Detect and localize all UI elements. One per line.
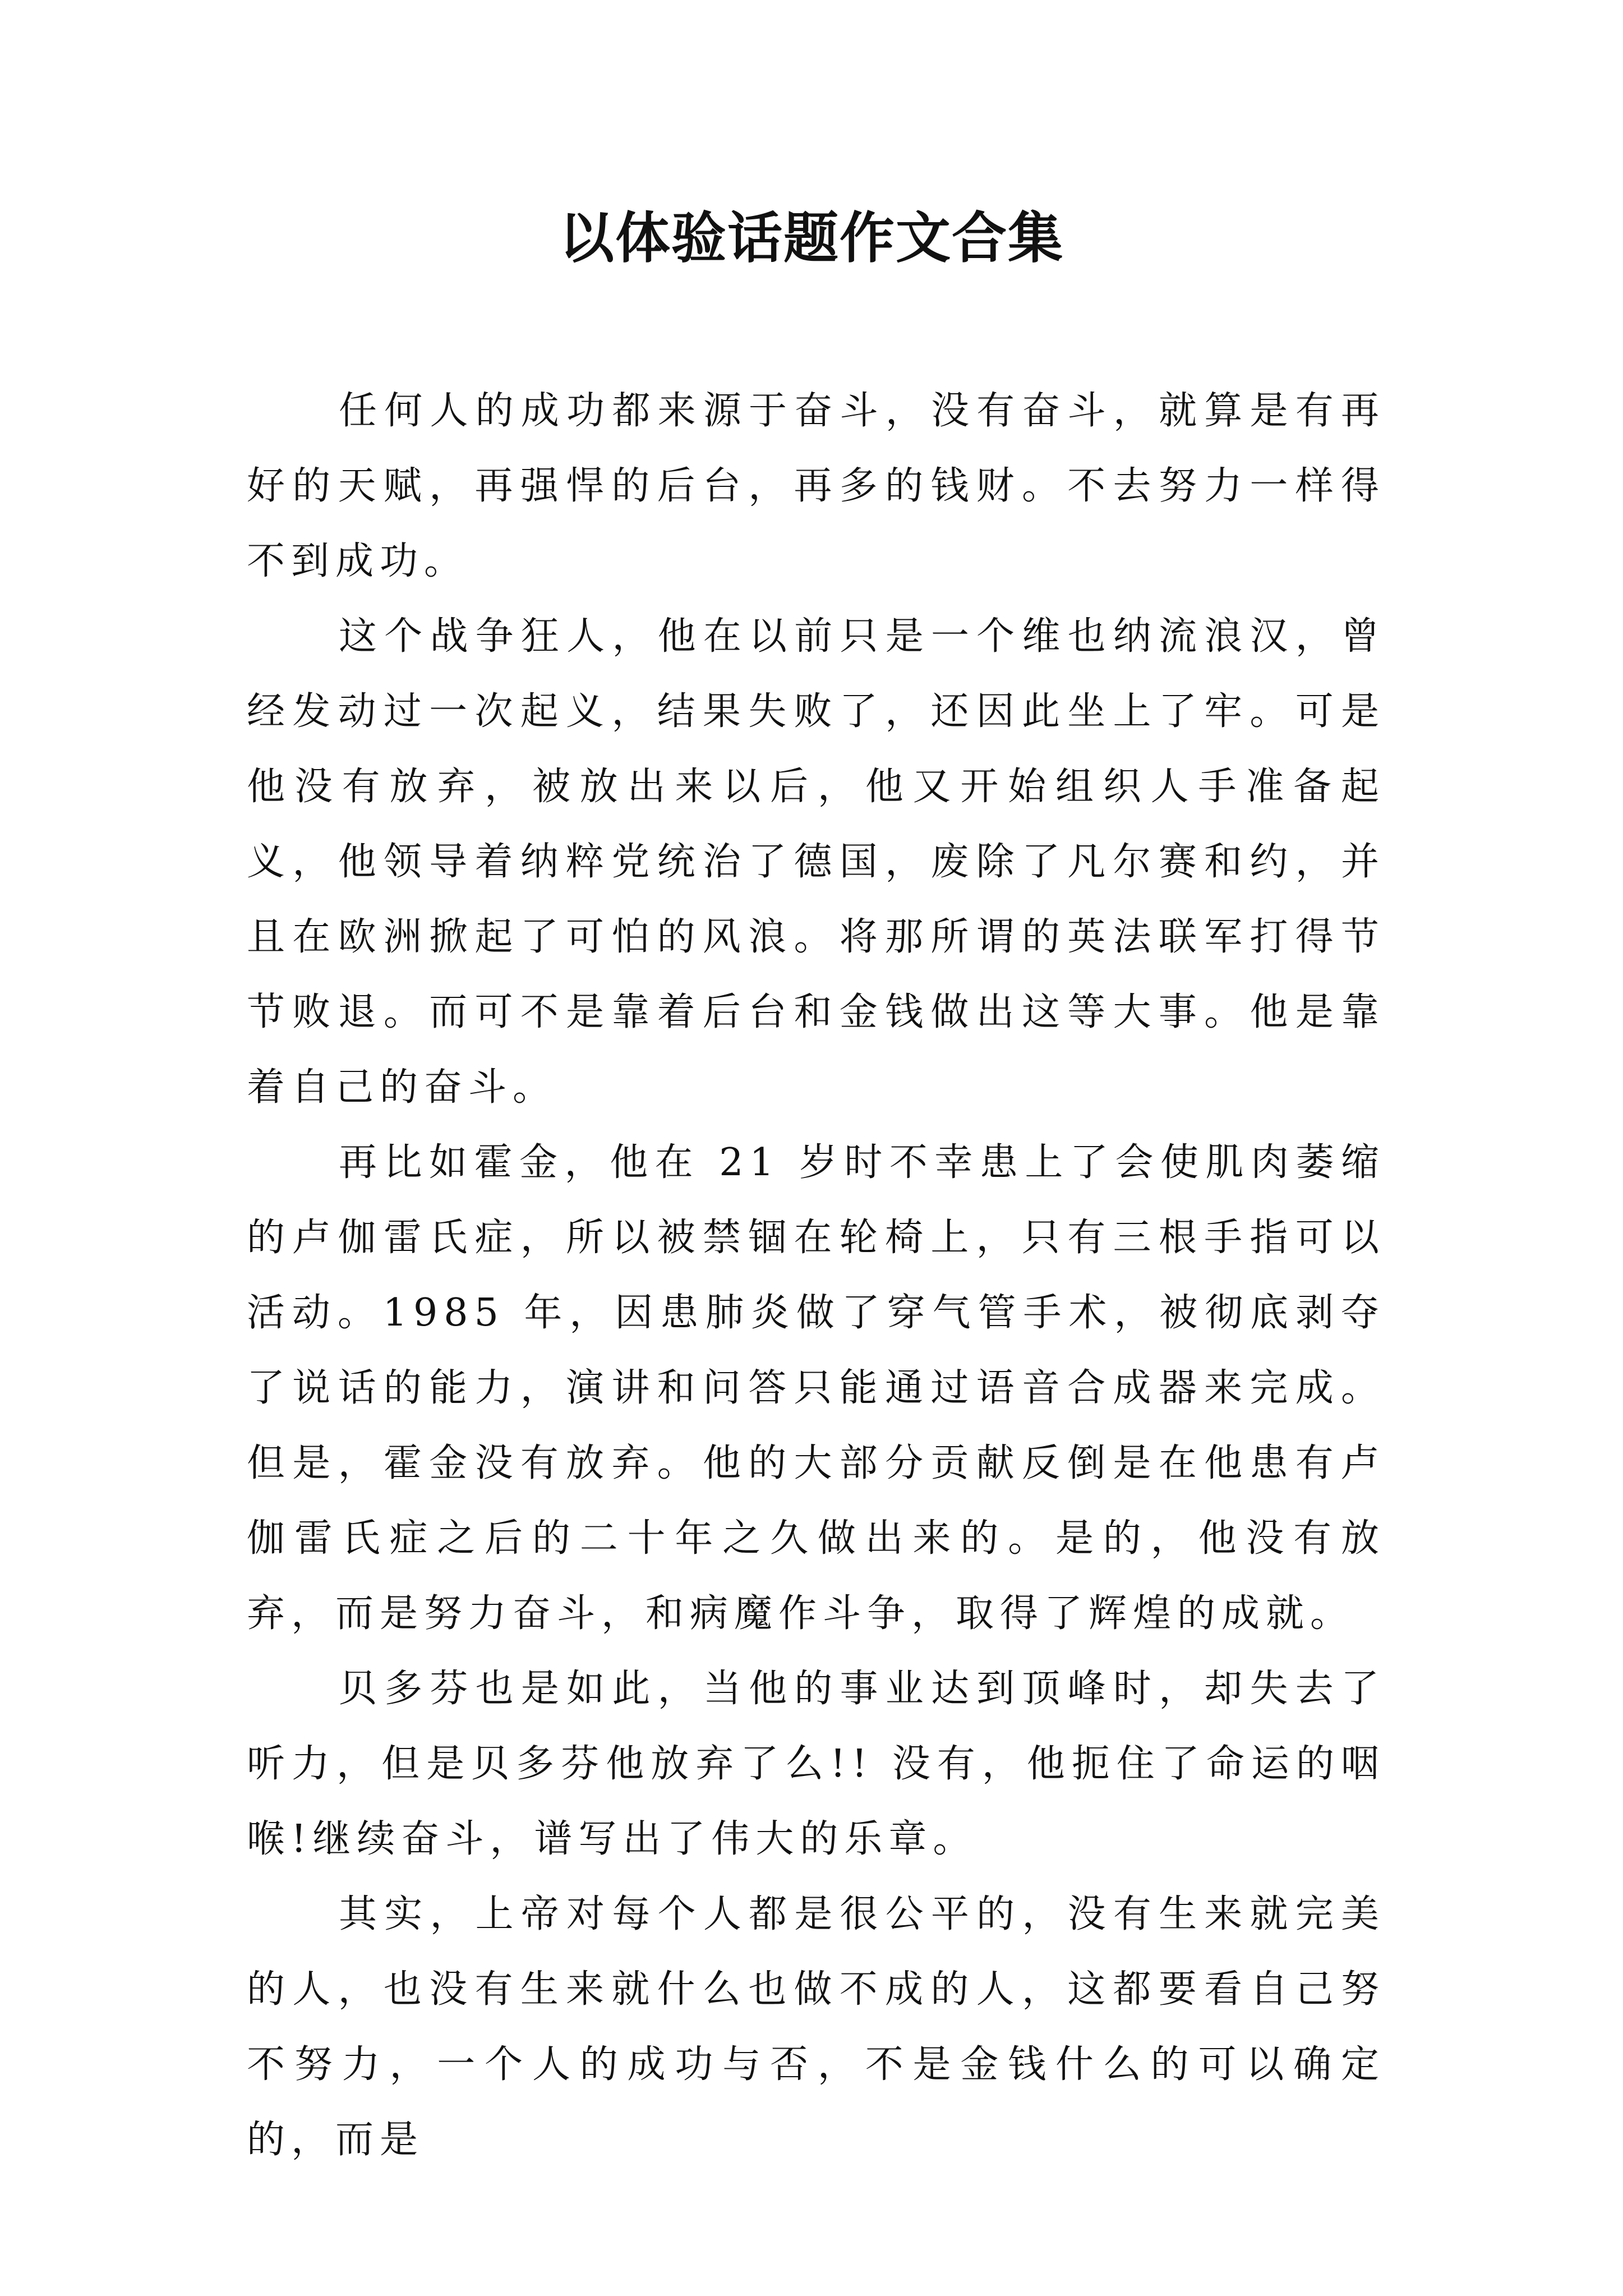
paragraph-5: 其实，上帝对每个人都是很公平的，没有生来就完美的人，也没有生来就什么也做不成的人，这都要看自己努不努力，一个人的成功与否，不是金钱什么的可以确定的，而是 [247,1892,1385,2162]
paragraph-4: 贝多芬也是如此，当他的事业达到顶峰时，却失去了听力，但是贝多芬他放弃了么!! 没有，他扼住了命运的咽喉!继续奋斗，谱写出了伟大的乐章。 [247,1667,1385,1861]
paragraph-3: 再比如霍金，他在 21 岁时不幸患上了会使肌肉萎缩的卢伽雷氏症，所以被禁锢在轮椅上，只有三根手指可以活动。1985 年，因患肺炎做了穿气管手术，被彻底剥夺了说话的能力，演讲和问答只能通过语音合成器来完成。但是，霍金没有放弃。他的大部分贡献反倒是在他患有卢伽雷氏症之后的二十年之久做出来的。是的，他没有放弃，而是努力奋斗，和病魔作斗争，取得了辉煌的成就。 [247,1140,1385,1636]
document-body [247,374,1385,2178]
paragraph-2: 这个战争狂人，他在以前只是一个维也纳流浪汉，曾经发动过一次起义，结果失败了，还因此坐上了牢。可是他没有放弃，被放出来以后，他又开始组织人手准备起义，他领导着纳粹党统治了德国，废除了凡尔赛和约，并且在欧洲掀起了可怕的风浪。将那所谓的英法联军打得节节败退。而可不是靠着后台和金钱做出这等大事。他是靠着自己的奋斗。 [247,614,1385,1110]
paragraph-1: 任何人的成功都来源于奋斗，没有奋斗，就算是有再好的天赋，再强悍的后台，再多的钱财。不去努力一样得不到成功。 [247,389,1385,583]
document-title: 以体验话题作文合集 [559,206,1064,270]
